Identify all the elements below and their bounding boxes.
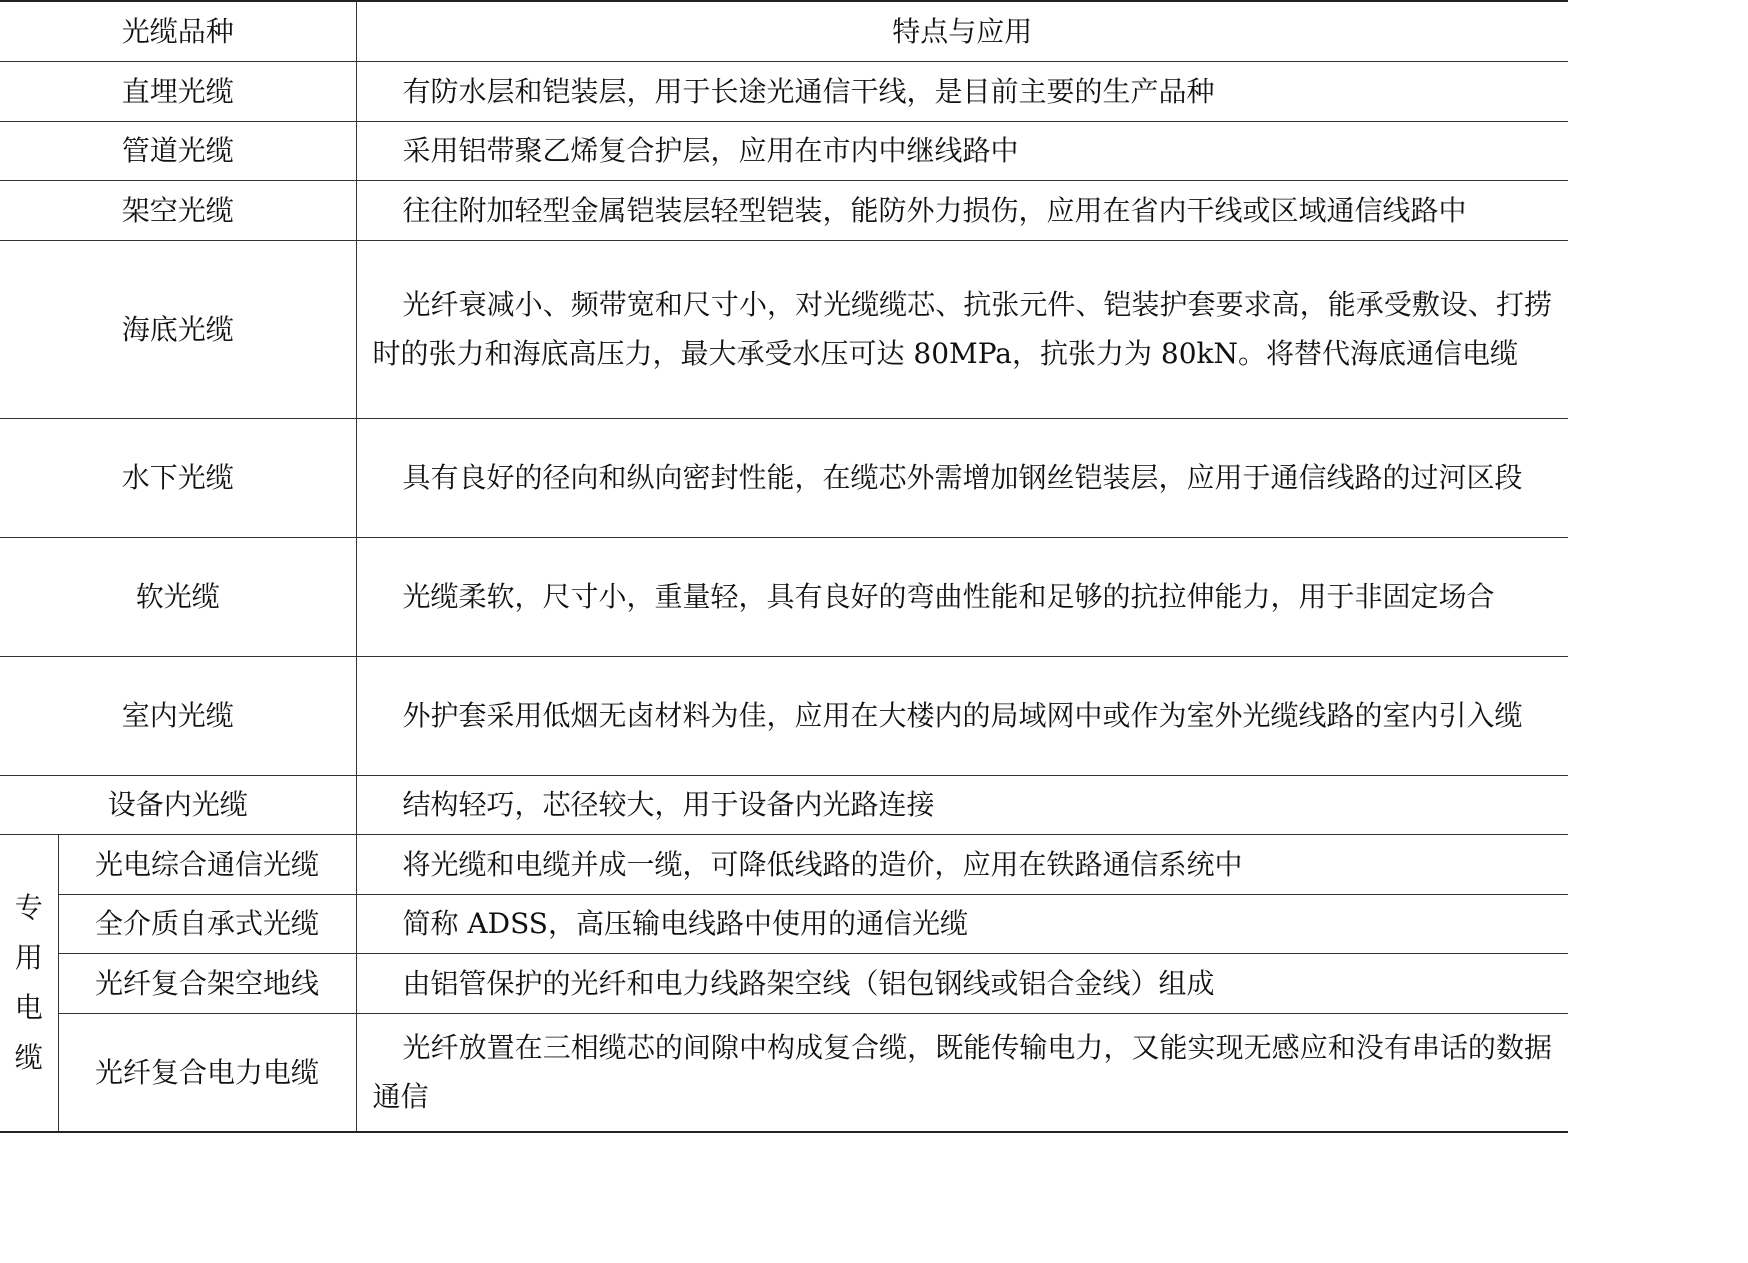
special-cable-group-label [0,834,58,1132]
group-label-char: 专 [14,890,43,924]
cable-name: 室内光缆 [0,656,356,775]
group-label-char: 电 [14,990,43,1024]
table-row [0,61,1568,121]
cable-name: 海底光缆 [0,240,356,418]
table-row [0,894,1568,953]
cable-name: 光电综合通信光缆 [58,834,356,894]
cable-description: 具有良好的径向和纵向密封性能，在缆芯外需增加钢丝铠装层，应用于通信线路的过河区段 [356,418,1568,537]
cable-name: 设备内光缆 [0,775,356,834]
cable-description: 光缆柔软，尺寸小，重量轻，具有良好的弯曲性能和足够的抗拉伸能力，用于非固定场合 [356,537,1568,656]
cable-description: 光纤放置在三相缆芯的间隙中构成复合缆，既能传输电力，又能实现无感应和没有串话的数据通信 [356,1013,1568,1132]
cable-description: 简称 ADSS，高压输电线路中使用的通信光缆 [356,894,1568,953]
cable-name: 架空光缆 [0,180,356,240]
table-row [0,418,1568,537]
cable-description: 将光缆和电缆并成一缆，可降低线路的造价，应用在铁路通信系统中 [356,834,1568,894]
cable-description: 有防水层和铠装层，用于长途光通信干线，是目前主要的生产品种 [356,61,1568,121]
table-row [0,834,1568,894]
table-row [0,121,1568,180]
cable-description: 光纤衰减小、频带宽和尺寸小，对光缆缆芯、抗张元件、铠装护套要求高，能承受敷设、打捞时的张力和海底高压力，最大承受水压可达 80MPa，抗张力为 80kN。将替代海底通信电缆 [356,240,1568,418]
table-row [0,656,1568,775]
cable-name: 光纤复合电力电缆 [58,1013,356,1132]
table-row [0,180,1568,240]
table-row [0,1013,1568,1132]
table-row [0,775,1568,834]
table-row [0,240,1568,418]
cable-name: 直埋光缆 [0,61,356,121]
cable-description: 往往附加轻型金属铠装层轻型铠装，能防外力损伤，应用在省内干线或区域通信线路中 [356,180,1568,240]
table-row [0,537,1568,656]
cable-description: 由铝管保护的光纤和电力线路架空线（铝包钢线或铝合金线）组成 [356,953,1568,1013]
table-header-row [0,1,1568,61]
cable-description: 采用铝带聚乙烯复合护层，应用在市内中继线路中 [356,121,1568,180]
cable-description: 外护套采用低烟无卤材料为佳，应用在大楼内的局域网中或作为室外光缆线路的室内引入缆 [356,656,1568,775]
header-features: 特点与应用 [356,1,1568,61]
cable-description: 结构轻巧，芯径较大，用于设备内光路连接 [356,775,1568,834]
cable-name: 全介质自承式光缆 [58,894,356,953]
cable-name: 光纤复合架空地线 [58,953,356,1013]
header-variety: 光缆品种 [0,1,356,61]
group-label-char: 缆 [14,1040,43,1074]
group-label-char: 用 [14,940,43,974]
table-row [0,953,1568,1013]
cable-name: 管道光缆 [0,121,356,180]
cable-name: 软光缆 [0,537,356,656]
cable-name: 水下光缆 [0,418,356,537]
